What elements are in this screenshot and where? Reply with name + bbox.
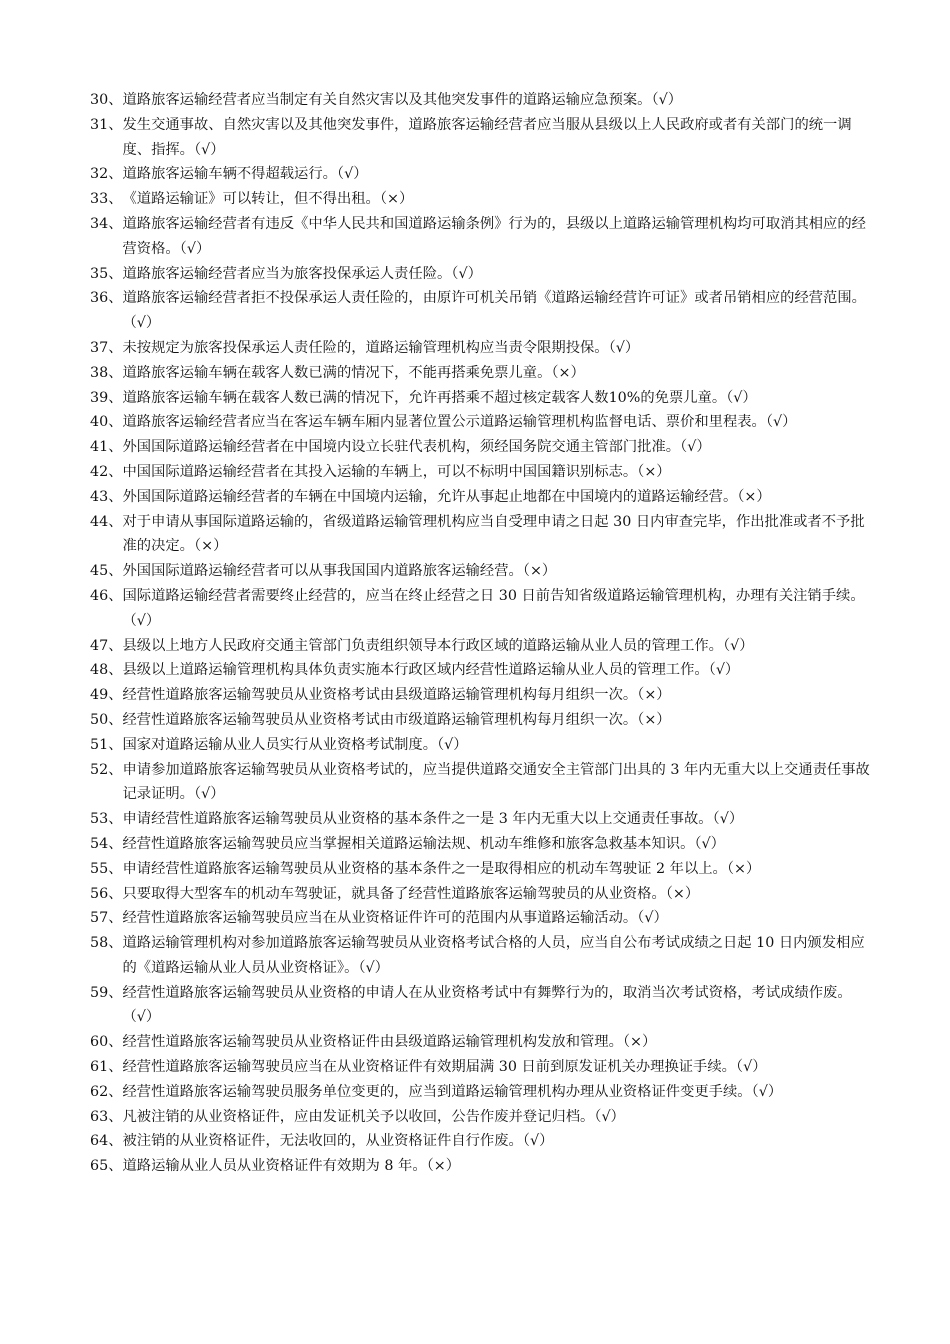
question-number: 65、	[90, 1158, 123, 1175]
question-number: 54、	[90, 835, 123, 852]
question-text: 经营性道路旅客运输驾驶员从业资格考试由市级道路运输管理机构每月组织一次。（×）	[122, 711, 671, 728]
question-text: 经营性道路旅客运输驾驶员应当掌握相关道路运输法规、机动车维修和旅客急救基本知识。（√）	[122, 835, 725, 852]
question-item	[90, 708, 870, 733]
question-number: 36、	[90, 290, 123, 307]
question-item	[90, 212, 870, 262]
question-text: 经营性道路旅客运输驾驶员从业资格考试由县级道路运输管理机构每月组织一次。（×）	[122, 687, 671, 704]
question-text: 申请参加道路旅客运输驾驶员从业资格考试的，应当提供道路交通安全主管部门出具的 3 年内无重大以上交通责任事故记录证明。（√）	[122, 761, 870, 803]
question-text: 道路旅客运输经营者应当制定有关自然灾害以及其他突发事件的道路运输应急预案。（√）	[122, 92, 683, 108]
question-item	[90, 336, 870, 361]
question-number: 42、	[90, 463, 123, 480]
question-number: 35、	[90, 265, 123, 282]
question-list	[90, 88, 870, 1179]
question-item	[90, 658, 870, 683]
question-item	[90, 435, 870, 460]
question-number: 40、	[90, 414, 123, 431]
question-item	[90, 683, 870, 708]
question-text: 被注销的从业资格证件，无法收回的，从业资格证件自行作废。（√）	[122, 1133, 554, 1150]
question-text: 未按规定为旅客投保承运人责任险的，道路运输管理机构应当责令限期投保。（√）	[122, 339, 640, 356]
question-text: 申请经营性道路旅客运输驾驶员从业资格的基本条件之一是 3 年内无重大以上交通责任事故。（√）	[122, 811, 744, 828]
question-item	[90, 882, 870, 907]
question-text: 县级以上地方人民政府交通主管部门负责组织领导本行政区域的道路运输从业人员的管理工作。（√）	[122, 637, 754, 654]
question-number: 43、	[90, 488, 123, 505]
question-item	[90, 386, 870, 411]
question-text: 外国国际道路运输经营者的车辆在中国境内运输，允许从事起止地都在中国境内的道路运输经营。（×）	[122, 488, 771, 505]
question-item	[90, 1030, 870, 1055]
question-text: 道路旅客运输车辆在载客人数已满的情况下，不能再搭乘免票儿童。（×）	[122, 364, 585, 381]
question-item	[90, 485, 870, 510]
question-item	[90, 1055, 870, 1080]
question-text: 道路旅客运输经营者有违反《中华人民共和国道路运输条例》行为的，县级以上道路运输管理机构均可取消其相应的经营资格。（√）	[122, 215, 866, 257]
question-item	[90, 1129, 870, 1154]
question-number: 56、	[90, 885, 123, 902]
question-item	[90, 1105, 870, 1130]
question-text: 道路旅客运输车辆在载客人数已满的情况下，允许再搭乘不超过核定载客人数10%的免票儿童。（√）	[122, 389, 757, 406]
question-number: 48、	[90, 662, 123, 679]
question-number: 62、	[90, 1083, 123, 1100]
question-text: 中国国际道路运输经营者在其投入运输的车辆上，可以不标明中国国籍识别标志。（×）	[122, 463, 671, 480]
question-text: 经营性道路旅客运输驾驶员应当在从业资格证件许可的范围内从事道路运输活动。（√）	[122, 910, 668, 927]
question-text: 外国国际道路运输经营者在中国境内设立长驻代表机构，须经国务院交通主管部门批准。（√）	[122, 439, 711, 456]
question-item	[90, 832, 870, 857]
question-text: 只要取得大型客车的机动车驾驶证，就具备了经营性道路旅客运输驾驶员的从业资格。（×）	[122, 885, 700, 902]
question-number: 47、	[90, 637, 123, 654]
question-text: 道路旅客运输经营者应当在客运车辆车厢内显著位置公示道路运输管理机构监督电话、票价和里程表。（√）	[122, 414, 797, 431]
question-item	[90, 1154, 870, 1179]
question-text: 经营性道路旅客运输驾驶员从业资格证件由县级道路运输管理机构发放和管理。（×）	[122, 1034, 657, 1051]
question-text: 道路旅客运输经营者应当为旅客投保承运人责任险。（√）	[122, 265, 482, 282]
question-item	[90, 931, 870, 981]
question-number: 58、	[90, 935, 123, 952]
question-text: 道路旅客运输经营者拒不投保承运人责任险的，由原许可机关吊销《道路运输经营许可证》或者吊销相应的经营范围。（√）	[122, 290, 866, 332]
question-item	[90, 460, 870, 485]
question-number: 60、	[90, 1034, 123, 1051]
question-item	[90, 1080, 870, 1105]
question-number: 50、	[90, 711, 123, 728]
question-number: 52、	[90, 761, 123, 778]
question-number: 31、	[90, 116, 123, 133]
question-text: 道路运输管理机构对参加道路旅客运输驾驶员从业资格考试合格的人员，应当自公布考试成绩之日起 10 日内颁发相应的《道路运输从业人员从业资格证》。（√）	[122, 935, 865, 976]
question-item	[90, 510, 870, 560]
question-number: 41、	[90, 439, 123, 456]
question-item	[90, 857, 870, 882]
question-text: 发生交通事故、自然灾害以及其他突发事件，道路旅客运输经营者应当服从县级以上人民政府或者有关部门的统一调度、指挥。（√）	[122, 116, 852, 158]
question-text: 道路运输从业人员从业资格证件有效期为 8 年。（×）	[122, 1158, 461, 1175]
question-number: 34、	[90, 215, 123, 232]
question-item	[90, 981, 870, 1031]
question-item	[90, 807, 870, 832]
question-item	[90, 634, 870, 659]
question-text: 国际道路运输经营者需要终止经营的，应当在终止经营之日 30 日前告知省级道路运输管理机构，办理有关注销手续。（√）	[122, 587, 865, 629]
question-number: 32、	[90, 166, 123, 183]
question-number: 53、	[90, 811, 123, 828]
question-item	[90, 559, 870, 584]
question-number: 30、	[90, 92, 123, 108]
question-number: 44、	[90, 513, 123, 530]
question-text: 凡被注销的从业资格证件，应由发证机关予以收回，公告作废并登记归档。（√）	[122, 1108, 625, 1125]
question-text: 经营性道路旅客运输驾驶员应当在从业资格证件有效期届满 30 日前到原发证机关办理换证手续。（√）	[122, 1059, 767, 1076]
question-number: 57、	[90, 910, 123, 927]
question-item	[90, 262, 870, 287]
question-text: 外国国际道路运输经营者可以从事我国国内道路旅客运输经营。（×）	[122, 563, 557, 580]
question-item	[90, 584, 870, 634]
question-item	[90, 88, 870, 113]
question-item	[90, 733, 870, 758]
question-number: 59、	[90, 984, 123, 1001]
question-item	[90, 410, 870, 435]
question-text: 县级以上道路运输管理机构具体负责实施本行政区域内经营性道路运输从业人员的管理工作。（√）	[122, 662, 740, 679]
question-number: 49、	[90, 687, 123, 704]
question-text: 国家对道路运输从业人员实行从业资格考试制度。（√）	[122, 736, 468, 753]
question-text: 道路旅客运输车辆不得超载运行。（√）	[122, 166, 368, 183]
question-item	[90, 113, 870, 163]
question-number: 64、	[90, 1133, 123, 1150]
question-text: 对于申请从事国际道路运输的，省级道路运输管理机构应当自受理申请之日起 30 日内审查完毕，作出批准或者不予批准的决定。（×）	[122, 513, 865, 555]
question-text: 《道路运输证》可以转让，但不得出租。（×）	[122, 191, 414, 208]
question-number: 51、	[90, 736, 123, 753]
question-item	[90, 361, 870, 386]
question-text: 经营性道路旅客运输驾驶员从业资格的申请人在从业资格考试中有舞弊行为的，取消当次考试资格，考试成绩作废。（√）	[122, 984, 852, 1026]
question-text: 申请经营性道路旅客运输驾驶员从业资格的基本条件之一是取得相应的机动车驾驶证 2 年以上。（×）	[122, 860, 761, 877]
question-item	[90, 187, 870, 212]
question-number: 61、	[90, 1059, 123, 1076]
question-number: 33、	[90, 191, 123, 208]
question-text: 经营性道路旅客运输驾驶员服务单位变更的，应当到道路运输管理机构办理从业资格证件变更手续。（√）	[122, 1083, 783, 1100]
question-number: 38、	[90, 364, 123, 381]
question-number: 39、	[90, 389, 123, 406]
question-number: 55、	[90, 860, 123, 877]
question-item	[90, 906, 870, 931]
question-number: 63、	[90, 1108, 123, 1125]
question-item	[90, 758, 870, 808]
question-number: 46、	[90, 587, 123, 604]
question-item	[90, 162, 870, 187]
question-number: 45、	[90, 563, 123, 580]
question-item	[90, 286, 870, 336]
question-number: 37、	[90, 339, 123, 356]
